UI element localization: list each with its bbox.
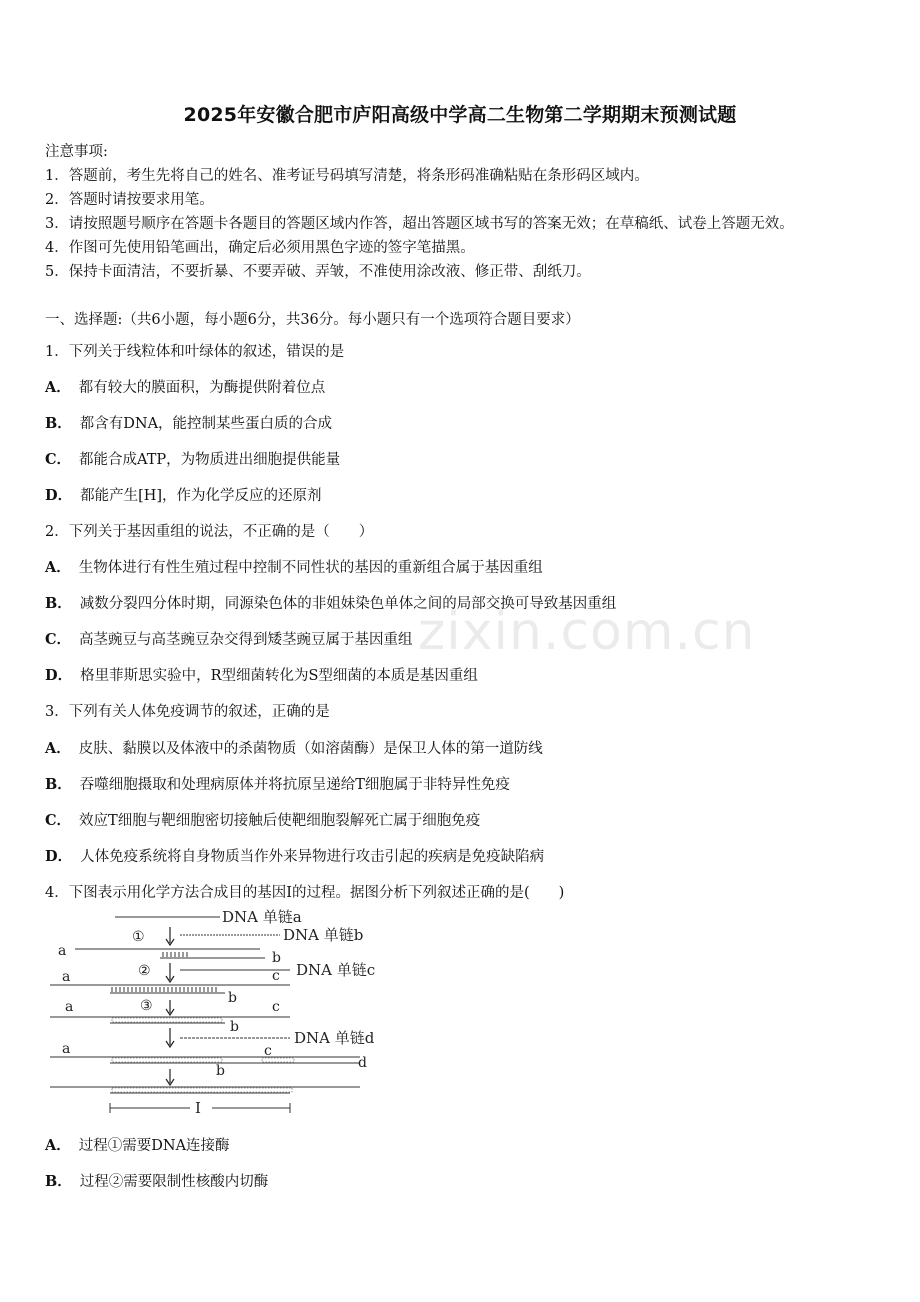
strand-c-label: DNA 单链c — [296, 961, 376, 979]
option-letter: A． — [45, 379, 71, 396]
option-letter: D． — [45, 487, 73, 504]
strand-d-label: DNA 单链d — [294, 1029, 375, 1047]
page-title: 2025年安徽合肥市庐阳高级中学高二生物第二学期期末预测试题 — [183, 104, 737, 126]
step-2-marker: ② — [138, 963, 151, 979]
question-option — [45, 737, 543, 758]
label-b: b — [228, 990, 237, 1006]
label-d: d — [358, 1055, 367, 1071]
question-stem: 2．下列关于基因重组的说法，不正确的是（ ） — [45, 524, 374, 540]
option-text: 都能产生[H]，作为化学反应的还原剂 — [80, 488, 322, 504]
option-text: 高茎豌豆与高茎豌豆杂交得到矮茎豌豆属于基因重组 — [79, 632, 413, 648]
option-letter: D． — [45, 667, 73, 684]
option-letter: B． — [45, 776, 72, 793]
label-c: c — [264, 1043, 272, 1059]
label-c: c — [272, 999, 280, 1015]
option-text: 人体免疫系统将自身物质当作外来异物进行攻击引起的疾病是免疫缺陷病 — [80, 849, 545, 865]
question-stem: 1．下列关于线粒体和叶绿体的叙述，错误的是 — [45, 344, 345, 360]
notice-item: 4．作图可先使用铅笔画出，确定后必须用黑色字迹的签字笔描黑。 — [45, 240, 475, 256]
option-letter: B． — [45, 595, 72, 612]
option-letter: C． — [45, 631, 72, 648]
label-a: a — [58, 943, 67, 959]
base-pairs — [112, 987, 216, 992]
label-b: b — [216, 1063, 225, 1079]
notice-item: 1．答题前，考生先将自己的姓名、准考证号码填写清楚，将条形码准确粘贴在条形码区域内。 — [45, 168, 649, 184]
question-option — [45, 484, 322, 505]
label-b: b — [230, 1019, 239, 1035]
question-option — [45, 412, 332, 433]
option-text: 过程①需要DNA连接酶 — [78, 1138, 230, 1154]
section-heading: 一、选择题:（共6小题，每小题6分，共36分。每小题只有一个选项符合题目要求） — [45, 312, 580, 328]
step-1-marker: ① — [132, 929, 145, 945]
option-letter: B． — [45, 415, 72, 432]
option-text: 皮肤、黏膜以及体液中的杀菌物质（如溶菌酶）是保卫人体的第一道防线 — [78, 741, 543, 757]
label-b: b — [272, 950, 281, 966]
gene-label: Ⅰ — [195, 1099, 201, 1117]
option-letter: A． — [45, 559, 71, 576]
question-option — [45, 556, 543, 577]
strand-a-label: DNA 单链a — [222, 908, 302, 926]
notice-heading: 注意事项: — [45, 144, 108, 160]
step-3-marker: ③ — [140, 998, 153, 1014]
option-text: 都能合成ATP，为物质进出细胞提供能量 — [79, 452, 341, 468]
notice-item: 3．请按照题号顺序在答题卡各题目的答题区域内作答，超出答题区域书写的答案无效；在草稿纸、试卷上答题无效。 — [45, 216, 794, 232]
option-text: 吞噬细胞摄取和处理病原体并将抗原呈递给T细胞属于非特异性免疫 — [79, 777, 510, 793]
notice-item: 2．答题时请按要求用笔。 — [45, 192, 214, 208]
gene-synthesis-diagram — [40, 905, 460, 1120]
option-text: 生物体进行有性生殖过程中控制不同性状的基因的重新组合属于基因重组 — [78, 560, 543, 576]
question-option — [45, 1134, 230, 1155]
option-letter: A． — [45, 740, 71, 757]
question-option — [45, 845, 544, 866]
question-option — [45, 376, 325, 397]
notice-item: 5．保持卡面清洁，不要折暴、不要弄破、弄皱，不准使用涂改液、修正带、刮纸刀。 — [45, 264, 591, 280]
question-option — [45, 809, 480, 830]
option-text: 减数分裂四分体时期，同源染色体的非姐妹染色单体之间的局部交换可导致基因重组 — [79, 596, 617, 612]
question-option — [45, 664, 478, 685]
option-text: 都有较大的膜面积，为酶提供附着位点 — [78, 380, 326, 396]
question-option — [45, 773, 510, 794]
question-option — [45, 448, 340, 469]
option-letter: B． — [45, 1173, 72, 1190]
option-letter: C． — [45, 451, 72, 468]
option-text: 都含有DNA，能控制某些蛋白质的合成 — [79, 416, 333, 432]
option-text: 格里菲斯思实验中，R型细菌转化为S型细菌的本质是基因重组 — [80, 668, 478, 684]
question-stem: 3．下列有关人体免疫调节的叙述，正确的是 — [45, 704, 330, 720]
question-option — [45, 628, 413, 649]
label-a: a — [62, 969, 71, 985]
option-letter: D． — [45, 848, 73, 865]
option-letter: A． — [45, 1137, 71, 1154]
strand-b-label: DNA 单链b — [283, 926, 364, 944]
option-letter: C． — [45, 812, 72, 829]
option-text: 过程②需要限制性核酸内切酶 — [79, 1174, 269, 1190]
label-a: a — [65, 999, 74, 1015]
question-stem: 4．下图表示用化学方法合成目的基因Ⅰ的过程。据图分析下列叙述正确的是( ) — [45, 885, 565, 901]
option-text: 效应T细胞与靶细胞密切接触后使靶细胞裂解死亡属于细胞免疫 — [79, 813, 481, 829]
label-c: c — [272, 968, 280, 984]
question-option — [45, 1170, 268, 1191]
label-a: a — [62, 1041, 71, 1057]
watermark: zixin.com.cn — [418, 602, 756, 662]
